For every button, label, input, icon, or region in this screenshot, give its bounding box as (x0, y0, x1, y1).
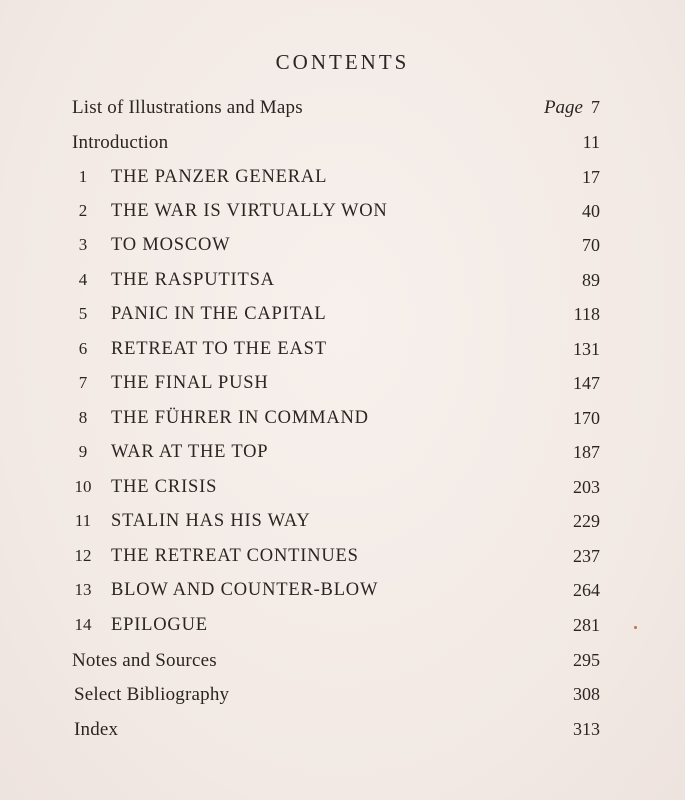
toc-page-number: 11 (582, 132, 600, 152)
chapter-title: THE FINAL PUSH (111, 373, 269, 393)
toc-page-number: 187 (573, 442, 600, 462)
toc-page-number: 264 (573, 580, 600, 600)
chapter-title: THE CRISIS (111, 477, 218, 497)
chapter-number: 8 (78, 408, 88, 427)
toc-chapter-row (0, 615, 685, 645)
chapter-title: THE RETREAT CONTINUES (111, 546, 359, 566)
chapter-title: STALIN HAS HIS WAY (111, 511, 311, 531)
paper-speck (634, 626, 637, 629)
toc-page-number: 170 (573, 408, 600, 428)
toc-chapter-row (0, 546, 685, 576)
toc-chapter-row (0, 442, 685, 472)
chapter-title: TO MOSCOW (111, 235, 231, 255)
chapter-number: 13 (74, 580, 92, 599)
toc-page-number: 313 (573, 719, 600, 739)
chapter-title: THE PANZER GENERAL (111, 167, 328, 187)
chapter-number: 1 (78, 167, 88, 186)
toc-page-number: 118 (573, 304, 600, 324)
toc-entry-illustrations (0, 97, 685, 127)
toc-page-number: 17 (582, 167, 600, 187)
toc-chapter-row (0, 580, 685, 610)
chapter-title: THE WAR IS VIRTUALLY WON (111, 201, 388, 221)
chapter-number: 3 (78, 235, 88, 254)
toc-entry-label: Select Bibliography (74, 684, 230, 705)
toc-page-number: 281 (573, 615, 600, 635)
toc-chapter-row (0, 270, 685, 300)
toc-page-number: 147 (573, 373, 600, 393)
chapter-title: RETREAT TO THE EAST (111, 339, 327, 359)
chapter-number: 10 (74, 477, 92, 496)
toc-chapter-row (0, 339, 685, 369)
toc-page-number: 40 (582, 201, 600, 221)
toc-chapter-row (0, 373, 685, 403)
toc-entry-notes (0, 650, 685, 680)
chapter-number: 14 (74, 615, 92, 634)
chapter-number: 11 (74, 511, 92, 530)
toc-entry-label: Notes and Sources (72, 650, 217, 671)
page-word: Page (543, 97, 583, 118)
toc-page-number (544, 97, 600, 119)
toc-chapter-row (0, 408, 685, 438)
page-number-value: 7 (591, 97, 600, 117)
toc-page-number: 70 (582, 235, 600, 255)
chapter-number: 4 (78, 270, 88, 289)
toc-entry-label: Index (74, 719, 119, 740)
toc-chapter-row (0, 235, 685, 265)
chapter-title: THE RASPUTITSA (111, 270, 275, 290)
chapter-title: THE FÜHRER IN COMMAND (111, 408, 369, 428)
chapter-number: 6 (78, 339, 88, 358)
toc-entry-bibliography (0, 684, 685, 714)
chapter-title: WAR AT THE TOP (111, 442, 269, 462)
chapter-title: BLOW AND COUNTER-BLOW (111, 580, 379, 600)
toc-page-number: 229 (573, 511, 600, 531)
chapter-title: EPILOGUE (111, 615, 208, 635)
toc-entry-label: List of Illustrations and Maps (72, 97, 303, 118)
chapter-number: 9 (78, 442, 88, 461)
toc-page-number: 237 (573, 546, 600, 566)
chapter-number: 2 (78, 201, 88, 220)
toc-page-number: 131 (573, 339, 600, 359)
toc-page-number: 295 (573, 650, 600, 670)
toc-entry-index (0, 719, 685, 749)
page-title: CONTENTS (275, 50, 410, 74)
toc-entry-label: Introduction (72, 132, 169, 153)
chapter-number: 12 (74, 546, 92, 565)
toc-chapter-row (0, 477, 685, 507)
chapter-title: PANIC IN THE CAPITAL (111, 304, 327, 324)
toc-page-number: 89 (582, 270, 600, 290)
toc-entry-introduction (0, 132, 685, 162)
toc-chapter-row (0, 201, 685, 231)
toc-chapter-row (0, 511, 685, 541)
chapter-number: 5 (78, 304, 88, 323)
toc-page-number: 203 (573, 477, 600, 497)
toc-chapter-row (0, 167, 685, 197)
chapter-number: 7 (78, 373, 88, 392)
toc-page-number: 308 (573, 684, 600, 704)
toc-chapter-row (0, 304, 685, 334)
